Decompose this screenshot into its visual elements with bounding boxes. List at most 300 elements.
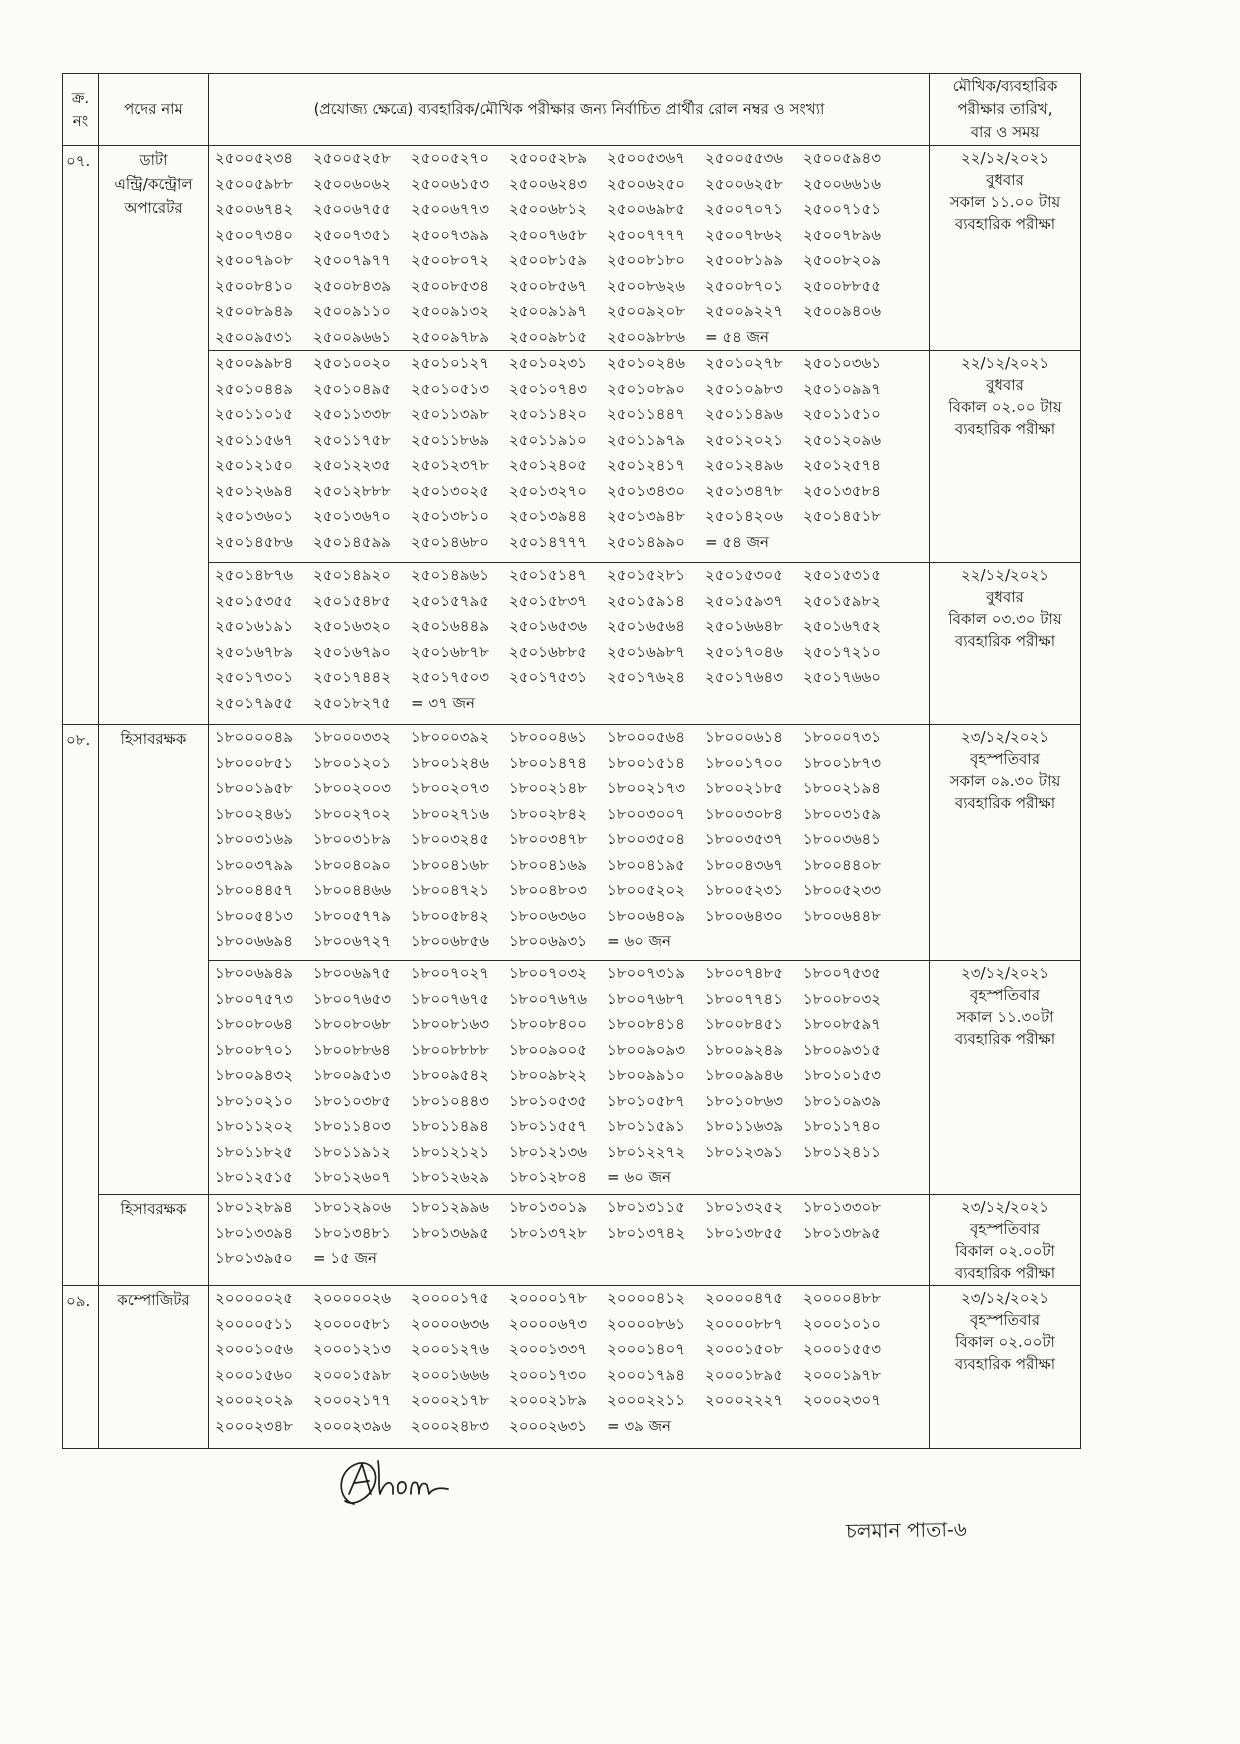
roll-number: ১৮০০৮৪০০ bbox=[509, 1015, 587, 1033]
roll-number: ২৫০০৭৯০৮ bbox=[215, 251, 293, 269]
roll-number: ১৮০০০৩৩২ bbox=[313, 728, 391, 746]
roll-number: ১৮০০৪৮০৩ bbox=[509, 881, 587, 899]
roll-grid bbox=[215, 1286, 929, 1439]
roll-number: ২৫০০৭৭৭৭ bbox=[607, 225, 686, 244]
post-name-cell bbox=[99, 725, 209, 1195]
roll-number: ১৮০০১৮৭৩ bbox=[803, 753, 881, 772]
roll-number: ২৫০১৭৫৩১ bbox=[509, 668, 587, 686]
roll-number: ২৫০০৯৫৩১ bbox=[215, 327, 293, 346]
roll-number: ১৮০০১৫১৪ bbox=[607, 753, 685, 772]
roll-number: ২৫০০৯১১০ bbox=[313, 302, 391, 320]
roll-list-cell bbox=[209, 1286, 930, 1449]
roll-number: ২৫০১৭৩০১ bbox=[215, 668, 293, 686]
roll-number: ২৫০০৮২০৯ bbox=[803, 251, 881, 269]
table-row bbox=[63, 146, 1081, 351]
roll-number: ২৫০১৫৯১৪ bbox=[607, 591, 685, 610]
roll-number: ২৫০০৮৪৩৯ bbox=[313, 276, 391, 295]
roll-number: ১৮০০৪৪০৮ bbox=[803, 855, 881, 874]
roll-number: ১৮০০২৭১৬ bbox=[411, 804, 489, 823]
roll-number: ১৮০০৮৪৫১ bbox=[705, 1015, 783, 1033]
exam-schedule-table bbox=[62, 73, 1081, 1449]
roll-number: ২৫০০৫৫৩৬ bbox=[705, 149, 783, 167]
roll-number: ২৫০১৩৬০১ bbox=[215, 507, 293, 525]
roll-number: ২৫০১৪৫৮৬ bbox=[215, 532, 293, 551]
roll-grid bbox=[215, 563, 929, 716]
roll-number: ২০০০০৬৭৩ bbox=[509, 1314, 588, 1333]
table-body bbox=[63, 146, 1081, 1449]
roll-number: ২৫০১২৪১৭ bbox=[607, 456, 685, 474]
roll-number: ২০০০১৫০৮ bbox=[705, 1340, 783, 1358]
roll-number: ২৫০০৬৭৪২ bbox=[215, 200, 293, 218]
roll-number: ২৫০০৮৯৪৯ bbox=[215, 302, 293, 320]
roll-number: ১৮০০৮০৩২ bbox=[803, 989, 881, 1008]
roll-number: ২৫০১৪৯৯০ bbox=[607, 532, 685, 551]
roll-number: ১৮০০৮০৬৪ bbox=[215, 1015, 293, 1033]
roll-number: ২৫০০৬২৪৩ bbox=[509, 174, 587, 193]
roll-number: ২৫০১৬৬৪৮ bbox=[705, 617, 783, 635]
candidate-count: = ৫৪ জন bbox=[705, 532, 769, 551]
post-name-line: কম্পোজিটর bbox=[117, 1291, 190, 1309]
roll-number: ২৫০১৩৫৮৪ bbox=[803, 481, 881, 500]
table-row bbox=[63, 725, 1081, 961]
roll-number: ১৮০০৫২৩১ bbox=[705, 881, 783, 899]
roll-number: ১৮০১১৫৫৭ bbox=[509, 1117, 587, 1135]
roll-number: ২৫০১২৪৯৬ bbox=[705, 456, 783, 474]
roll-number: ২০০০১৮৯৫ bbox=[705, 1365, 783, 1384]
roll-number: ১৮০০৭৬৮৭ bbox=[607, 989, 685, 1008]
roll-number: ১৮০০৪৩৬৭ bbox=[705, 855, 783, 874]
post-name-line: হিসাবরক্ষক bbox=[120, 730, 187, 748]
roll-number: ২৫০১৬৫৩৬ bbox=[509, 617, 587, 635]
roll-number: ২৫০০৮৮৫৫ bbox=[803, 276, 881, 295]
roll-number: ১৮০০৭০৩২ bbox=[509, 964, 587, 982]
roll-number: ২৫০০৮৪১০ bbox=[215, 276, 293, 295]
post-name-line: ডাটা bbox=[139, 151, 168, 169]
roll-number: ২০০০২৬৩১ bbox=[509, 1416, 588, 1435]
roll-number: ১৮০০৮১৬৩ bbox=[411, 1015, 489, 1033]
roll-number: ২৫০১১৫১০ bbox=[803, 405, 881, 423]
exam-date: ২২/১২/২০২১ bbox=[960, 149, 1050, 167]
roll-number: ১৮০০৭৩১৯ bbox=[607, 964, 685, 982]
roll-number: ২০০০২২১১ bbox=[607, 1391, 685, 1409]
roll-number: ১৮০০২১৯৪ bbox=[803, 779, 881, 797]
roll-number: ২৫০১৭৯৫৫ bbox=[215, 693, 293, 712]
candidate-count: = ৬০ জন bbox=[607, 1168, 671, 1186]
roll-number: ২৫০০৭৯৭৭ bbox=[313, 251, 391, 269]
roll-number: ২৫০১৩৬৭০ bbox=[313, 507, 391, 525]
roll-number: ১৮০০৪৪৬৬ bbox=[313, 881, 391, 899]
roll-number: ১৮০০৮৮৮৮ bbox=[411, 1040, 489, 1059]
roll-number: ২৫০১০৪৯৫ bbox=[313, 379, 391, 398]
roll-number: ২০০০১৭৯৪ bbox=[607, 1365, 685, 1384]
roll-number: ২৫০১৬১৯১ bbox=[215, 617, 293, 635]
roll-number: ২৫০০৬৭৫৫ bbox=[313, 200, 391, 218]
roll-number: ১৮০০৯৩১৫ bbox=[803, 1040, 881, 1059]
table-row bbox=[63, 1286, 1081, 1449]
roll-number: ১৮০০৯০৯৩ bbox=[607, 1040, 685, 1059]
roll-number: ১৮০০২০৭৩ bbox=[411, 779, 489, 797]
exam-time: বিকাল ০২.০০ টায় bbox=[948, 398, 1062, 416]
roll-number: ২৫০০৭৮৯৬ bbox=[803, 225, 881, 244]
roll-number: ২৫০০৮৫৩৪ bbox=[411, 276, 489, 295]
roll-number: ২০০০০১৭৫ bbox=[411, 1289, 489, 1307]
roll-number: ১৮০০৫৮৪২ bbox=[411, 906, 489, 925]
roll-number: ২৫০১৫২৮১ bbox=[607, 566, 685, 584]
roll-number: ১৮০১৩৮৫৫ bbox=[705, 1223, 783, 1242]
roll-number: ২৫০০৫৯৮৮ bbox=[215, 174, 293, 193]
roll-number: ২৫০১৩৮১০ bbox=[411, 507, 489, 525]
roll-number: ২৫০১৬৭৯০ bbox=[313, 642, 391, 661]
roll-number: ১৮০১৩৮৯৫ bbox=[803, 1223, 881, 1242]
roll-number: ১৮০১১৮২৫ bbox=[215, 1142, 293, 1161]
roll-number: ২৫০১৭০৪৬ bbox=[705, 642, 783, 661]
roll-number: ১৮০০৯৯১০ bbox=[607, 1066, 685, 1084]
header-row bbox=[63, 74, 1081, 146]
roll-number: ১৮০০৭৬৭৬ bbox=[509, 989, 587, 1008]
roll-number: ২৫০১৬৯৮৭ bbox=[607, 642, 685, 661]
roll-number: ২৫০১৫৩৫৫ bbox=[215, 591, 293, 610]
roll-number: ১৮০০৮৫৯৭ bbox=[803, 1015, 881, 1033]
serial-number: ০৯. bbox=[66, 1292, 91, 1310]
table-row bbox=[63, 961, 1081, 1195]
roll-number: ২০০০০৫১১ bbox=[215, 1314, 293, 1333]
roll-number: ২৫০১২২৩৫ bbox=[313, 456, 391, 474]
roll-number: ২০০০০৮৬১ bbox=[607, 1314, 685, 1333]
roll-number: ১৮০০৭০২৭ bbox=[411, 964, 489, 982]
header-post-name: পদের নাম bbox=[99, 74, 209, 146]
table-row bbox=[63, 351, 1081, 563]
roll-number: ২০০০০৪১২ bbox=[607, 1289, 685, 1307]
roll-number: ২৫০১৭৫০৩ bbox=[411, 668, 489, 686]
roll-number: ২৫০১৩২৭০ bbox=[509, 481, 587, 500]
roll-number: ২৫০০৯২২৭ bbox=[705, 302, 783, 320]
schedule-cell bbox=[930, 1195, 1081, 1286]
exam-day: বৃহস্পতিবার bbox=[970, 986, 1040, 1004]
roll-number: ২৫০১৪৭৭৭ bbox=[509, 532, 587, 551]
schedule-cell bbox=[930, 146, 1081, 351]
exam-date: ২২/১২/২০২১ bbox=[960, 566, 1050, 584]
roll-number: ২৫০১২৬৯৪ bbox=[215, 481, 293, 500]
roll-number: ২৫০০৯৯৮৪ bbox=[215, 354, 293, 372]
roll-list-cell bbox=[209, 146, 930, 351]
roll-number: ১৮০১০৩৮৫ bbox=[313, 1091, 391, 1110]
roll-number: ২০০০০৪৭৫ bbox=[705, 1289, 783, 1307]
roll-number: ২৫০১৪২০৬ bbox=[705, 507, 783, 525]
roll-number: ২৫০০৮৬২৬ bbox=[607, 276, 685, 295]
roll-number: ১৮০০৫২০২ bbox=[607, 881, 685, 899]
table-header bbox=[63, 74, 1081, 146]
exam-day: বুধবার bbox=[986, 171, 1024, 189]
roll-number: ২৫০০৭৩৪০ bbox=[215, 225, 293, 244]
roll-number: ১৮০০৯৯৪৬ bbox=[705, 1066, 783, 1084]
roll-number: ১৮০০২৪৬১ bbox=[215, 804, 293, 823]
serial-number: ০৮. bbox=[66, 731, 91, 749]
roll-list-cell bbox=[209, 563, 930, 725]
roll-number: ২৫০১৭৬৪৩ bbox=[705, 668, 783, 686]
roll-number: ২৫০১৬৭৮৯ bbox=[215, 642, 293, 661]
roll-number: ১৮০০৫৭৭৯ bbox=[313, 906, 391, 925]
exam-date: ২৩/১২/২০২১ bbox=[960, 1289, 1050, 1307]
roll-number: ২০০০২১৮৯ bbox=[509, 1391, 587, 1409]
roll-number: ১৮০০৯৪৩২ bbox=[215, 1066, 293, 1084]
roll-number: ১৮০০৯৮২২ bbox=[509, 1066, 587, 1084]
roll-number: ২৫০১৪৫১৮ bbox=[803, 507, 881, 525]
roll-number: ২৫০০৭৬৫৮ bbox=[509, 225, 587, 244]
roll-number: ২৫০১৬৪৪৯ bbox=[411, 617, 489, 635]
roll-number: ২৫০১৬৩২০ bbox=[313, 617, 391, 635]
roll-number: ১৮০০৯০০৫ bbox=[509, 1040, 587, 1059]
exam-type: ব্যবহারিক পরীক্ষা bbox=[954, 420, 1056, 438]
exam-day: বুধবার bbox=[986, 588, 1024, 606]
roll-number: ২৫০১৭৪৪২ bbox=[313, 668, 391, 686]
roll-number: ১৮০১২৩৯১ bbox=[705, 1142, 783, 1161]
roll-number: ১৮০০৩০৮৪ bbox=[705, 804, 783, 823]
exam-day: বৃহস্পতিবার bbox=[970, 1311, 1040, 1329]
roll-number: ১৮০০১৪৭৪ bbox=[509, 753, 587, 772]
post-name-line: হিসাবরক্ষক bbox=[120, 1200, 187, 1218]
roll-grid bbox=[215, 146, 929, 350]
roll-number: ২৫০১৩৪৭৮ bbox=[705, 481, 783, 500]
post-name-cell bbox=[99, 1195, 209, 1286]
roll-number: ২০০০২৩৯৬ bbox=[313, 1416, 392, 1435]
roll-list-cell bbox=[209, 1195, 930, 1286]
roll-number: ২৫০০৯৬৬১ bbox=[313, 327, 391, 346]
signature-stroke bbox=[341, 1461, 448, 1504]
roll-number: ২০০০২১৭৮ bbox=[411, 1391, 489, 1409]
serial-cell bbox=[63, 146, 99, 725]
roll-number: ১৮০০৪১৬৮ bbox=[411, 855, 489, 874]
roll-list-cell bbox=[209, 351, 930, 563]
roll-number: ২৫০১৭৬৬০ bbox=[803, 668, 881, 686]
roll-number: ২৫০০৯১৯৭ bbox=[509, 302, 587, 320]
roll-number: ১৮০০৫২৩৩ bbox=[803, 881, 881, 899]
roll-number: ২৫০১৪৯২০ bbox=[313, 566, 391, 584]
roll-number: ১৮০০৩৭৯৯ bbox=[215, 855, 293, 874]
roll-number: ১৮০১২১৩৬ bbox=[509, 1142, 587, 1161]
roll-number: ২৫০০৯৮১৫ bbox=[509, 327, 587, 346]
post-name-cell bbox=[99, 1286, 209, 1449]
roll-number: ২০০০২৪৮৩ bbox=[411, 1416, 489, 1435]
roll-number: ২৫০১২৩৭৮ bbox=[411, 456, 489, 474]
roll-number: ২৫০১০৯৮৩ bbox=[705, 379, 783, 398]
roll-number: ২৫০১০১২৭ bbox=[411, 354, 489, 372]
roll-number: ২০০০১৪০৭ bbox=[607, 1340, 685, 1358]
roll-number: ১৮০০২১৮৫ bbox=[705, 779, 783, 797]
roll-number: ১৮০০৬৬৯৪ bbox=[215, 932, 293, 950]
header-roll-numbers: (প্রযোজ্য ক্ষেত্রে) ব্যবহারিক/মৌখিক পরীক্ষার জন্য নির্বাচিত প্রার্থীর রোল নম্বর ও সংখ্যা bbox=[209, 74, 930, 146]
roll-number: ১৮০০০০৪৯ bbox=[215, 728, 293, 746]
table-row bbox=[63, 1195, 1081, 1286]
schedule-cell bbox=[930, 563, 1081, 725]
schedule-cell bbox=[930, 1286, 1081, 1449]
roll-number: ২৫০১১৩৯৮ bbox=[411, 405, 489, 423]
post-name-line: এন্ট্রি/কন্ট্রোল bbox=[114, 175, 193, 193]
exam-type: ব্যবহারিক পরীক্ষা bbox=[954, 1264, 1056, 1282]
roll-number: ১৮০০২৭০২ bbox=[313, 804, 391, 823]
roll-number: ১৮০০৮০৬৮ bbox=[313, 1015, 391, 1033]
roll-number: ২৫০১২০২১ bbox=[705, 430, 783, 449]
roll-number: ২০০০০০২৬ bbox=[313, 1289, 392, 1307]
roll-number: ১৮০১১৪০৩ bbox=[313, 1117, 391, 1135]
roll-number: ১৮০০৩২৪৫ bbox=[411, 830, 489, 848]
roll-number: ১৮০১২১২১ bbox=[411, 1142, 489, 1161]
roll-number: ২৫০০৫৯৪৩ bbox=[803, 149, 881, 167]
roll-number: ২৫০১৩০২৫ bbox=[411, 481, 489, 500]
roll-number: ২৫০০৮৭০১ bbox=[705, 276, 783, 295]
roll-number: ২৫০১৫৮৩৭ bbox=[509, 591, 587, 610]
roll-number: ১৮০০৭৫৩৫ bbox=[803, 964, 881, 982]
roll-number: ২০০০১৬৬৬ bbox=[411, 1365, 490, 1384]
roll-number: ১৮০১২৪১১ bbox=[803, 1142, 881, 1161]
roll-number: ১৮০১৩৪৮১ bbox=[313, 1223, 391, 1242]
roll-number: ২০০০০৫৮১ bbox=[313, 1314, 391, 1333]
roll-number: ২৫০০৬০৬২ bbox=[313, 174, 392, 193]
roll-number: ১৮০০৯৫৪২ bbox=[411, 1066, 489, 1084]
signature bbox=[332, 1452, 456, 1518]
roll-number: ২৫০১৫১৪৭ bbox=[509, 566, 587, 584]
roll-number: ১৮০১০৫৩৫ bbox=[509, 1091, 587, 1110]
roll-number: ১৮০০৭৪৮৫ bbox=[705, 964, 783, 982]
roll-number: ১৮০০৬৯৩১ bbox=[509, 932, 587, 950]
roll-number: ২৫০০৭৩৯৯ bbox=[411, 225, 489, 244]
roll-number: ১৮০০৩১৬৯ bbox=[215, 830, 293, 848]
roll-number: ২০০০১৫৫৩ bbox=[803, 1340, 881, 1358]
roll-number: ১৮০০৬৪৪৮ bbox=[803, 906, 881, 925]
roll-number: ২৫০১৪৯৬১ bbox=[411, 566, 489, 584]
roll-number: ১৮০০৬৯৭৫ bbox=[313, 964, 391, 982]
exam-type: ব্যবহারিক পরীক্ষা bbox=[954, 1030, 1056, 1048]
roll-number: ২০০০২০২৯ bbox=[215, 1391, 294, 1409]
roll-number: ২৫০০৫২৩৪ bbox=[215, 149, 293, 167]
roll-number: ২৫০১১৭৫৮ bbox=[313, 430, 391, 449]
roll-number: ২৫০০৬৮১২ bbox=[509, 200, 587, 218]
roll-number: ২৫০১৫৭৯৫ bbox=[411, 591, 489, 610]
continued-page-note: চলমান পাতা-৬ bbox=[845, 1516, 968, 1544]
exam-date: ২৩/১২/২০২১ bbox=[960, 964, 1050, 982]
roll-number: ২৫০০৭৮৬২ bbox=[705, 225, 783, 244]
roll-number: ২৫০০৬৯৮৫ bbox=[607, 200, 685, 218]
roll-number: ২৫০০৯৭৮৯ bbox=[411, 327, 489, 346]
roll-number: ১৮০০২০০৩ bbox=[313, 779, 391, 797]
roll-number: ১৮০১০৯৩৯ bbox=[803, 1091, 881, 1110]
roll-number: ১৮০০৪৪৫৭ bbox=[215, 881, 293, 899]
roll-number: ২৫০০৬৭৭৩ bbox=[411, 200, 490, 218]
roll-number: ২০০০০০২৫ bbox=[215, 1289, 294, 1307]
exam-time: সকাল ০৯.৩০ টায় bbox=[949, 772, 1061, 790]
roll-number: ১৮০০৮৮৬৪ bbox=[313, 1040, 391, 1059]
roll-number: ২৫০০৯৮৮৬ bbox=[607, 327, 685, 346]
roll-number: ১৮০০৬৪৩০ bbox=[705, 906, 783, 925]
roll-number: ২০০০০৪৮৮ bbox=[803, 1289, 881, 1307]
roll-number: ১৮০১৩০১৯ bbox=[509, 1198, 587, 1216]
exam-date: ২৩/১২/২০২১ bbox=[960, 728, 1050, 746]
roll-number: ২৫০১০৩৬১ bbox=[803, 354, 881, 372]
roll-number: ১৮০১১৭৪০ bbox=[803, 1117, 881, 1135]
roll-number: ২৫০১০২৩১ bbox=[509, 354, 587, 372]
roll-number: ২০০০১৭৩০ bbox=[509, 1365, 588, 1384]
roll-number: ২৫০১০৭৪৩ bbox=[509, 379, 587, 398]
candidate-count: = ১৫ জন bbox=[313, 1249, 377, 1267]
roll-number: ২৫০১০২৪৬ bbox=[607, 354, 685, 372]
roll-list-cell bbox=[209, 961, 930, 1195]
roll-number: ২৫০১৮২৭৫ bbox=[313, 693, 391, 712]
roll-number: ১৮০১০৮৬৩ bbox=[705, 1091, 783, 1110]
roll-number: ১৮০০০৩৯২ bbox=[411, 728, 489, 746]
roll-number: ২৫০১৭২১০ bbox=[803, 642, 881, 661]
roll-number: ১৮০১০৫৮৭ bbox=[607, 1091, 685, 1110]
roll-grid bbox=[215, 725, 929, 955]
roll-number: ১৮০১৩২৫২ bbox=[705, 1198, 783, 1216]
roll-number: ১৮০০৩১৮৯ bbox=[313, 830, 391, 848]
roll-number: ১৮০০৩৫০৪ bbox=[607, 830, 685, 848]
roll-number: ২৫০১৬৫৬৪ bbox=[607, 617, 685, 635]
roll-number: ১৮০০১২৪৬ bbox=[411, 753, 489, 772]
roll-number: ২৫০০৬২৫০ bbox=[607, 174, 685, 193]
roll-number: ২৫০১৪৬৮০ bbox=[411, 532, 489, 551]
roll-number: ২৫০১২১৫০ bbox=[215, 456, 293, 474]
roll-number: ১৮০০০৫৬৪ bbox=[607, 728, 685, 746]
roll-number: ২৫০০৮১৫৯ bbox=[509, 251, 587, 269]
schedule-cell bbox=[930, 725, 1081, 961]
serial-cell bbox=[63, 725, 99, 1286]
roll-number: ২৫০১০২৭৮ bbox=[705, 354, 783, 372]
exam-day: বুধবার bbox=[986, 376, 1024, 394]
schedule-cell bbox=[930, 351, 1081, 563]
roll-number: ২০০০২১৭৭ bbox=[313, 1391, 392, 1409]
header-serial bbox=[63, 74, 99, 146]
roll-number: ১৮০১৩১১৫ bbox=[607, 1198, 685, 1216]
header-schedule-line: বার ও সময় bbox=[970, 123, 1040, 141]
roll-number: ১৮০০৭৭৪১ bbox=[705, 989, 783, 1008]
roll-number: ১৮০১৩৩৯৪ bbox=[215, 1223, 293, 1242]
roll-number: ১৮০১১৫৯১ bbox=[607, 1117, 685, 1135]
roll-number: ২৫০০৭৩৫১ bbox=[313, 225, 391, 244]
roll-number: ১৮০১৩৯৫০ bbox=[215, 1249, 293, 1267]
roll-number: ২৫০১২৪০৫ bbox=[509, 456, 587, 474]
roll-number: ২৫০১১৮৬৯ bbox=[411, 430, 489, 449]
roll-number: ১৮০০১৯৫৮ bbox=[215, 779, 293, 797]
roll-number: ১৮০০৬৪০৯ bbox=[607, 906, 685, 925]
roll-number: ১৮০১১২০২ bbox=[215, 1117, 293, 1135]
roll-number: ২৫০০৯১৩২ bbox=[411, 302, 489, 320]
header-serial-line: নং bbox=[72, 111, 89, 130]
table-row bbox=[63, 563, 1081, 725]
roll-number: ১৮০০৬৮৫৬ bbox=[411, 932, 489, 950]
roll-number: ২৫০১২০৯৬ bbox=[803, 430, 881, 449]
roll-number: ২০০০২২২৭ bbox=[705, 1391, 784, 1409]
exam-time: সকাল ১১.৩০টা bbox=[956, 1008, 1054, 1026]
roll-number: ১৮০০১৭০০ bbox=[705, 753, 783, 772]
roll-number: ২৫০০৮১৯৯ bbox=[705, 251, 783, 269]
roll-number: ২৫০১৪৫৯৯ bbox=[313, 532, 391, 551]
serial-cell bbox=[63, 1286, 99, 1449]
schedule-cell bbox=[930, 961, 1081, 1195]
roll-number: ২৫০০৫৩৬৭ bbox=[607, 149, 685, 167]
exam-type: ব্যবহারিক পরীক্ষা bbox=[954, 794, 1056, 812]
exam-time: সকাল ১১.০০ টায় bbox=[949, 193, 1061, 211]
roll-number: ১৮০১২৫১৫ bbox=[215, 1168, 293, 1186]
roll-number: ২৫০১৩৯৪৮ bbox=[607, 507, 685, 525]
roll-number: ২০০০২৩৪৮ bbox=[215, 1416, 293, 1435]
roll-number: ১৮০০৪০৯০ bbox=[313, 855, 391, 874]
roll-number: ২০০০২৩০৭ bbox=[803, 1391, 882, 1409]
roll-number: ১৮০০৫৪১৩ bbox=[215, 906, 293, 925]
roll-number: ২৫০১৩৪৩০ bbox=[607, 481, 685, 500]
roll-number: ১৮০১২৬০৭ bbox=[313, 1168, 391, 1186]
roll-number: ১৮০০৯৫১৩ bbox=[313, 1066, 391, 1084]
roll-number: ১৮০০০৮৫১ bbox=[215, 753, 293, 772]
roll-number: ১৮০১৩৩০৮ bbox=[803, 1198, 881, 1216]
